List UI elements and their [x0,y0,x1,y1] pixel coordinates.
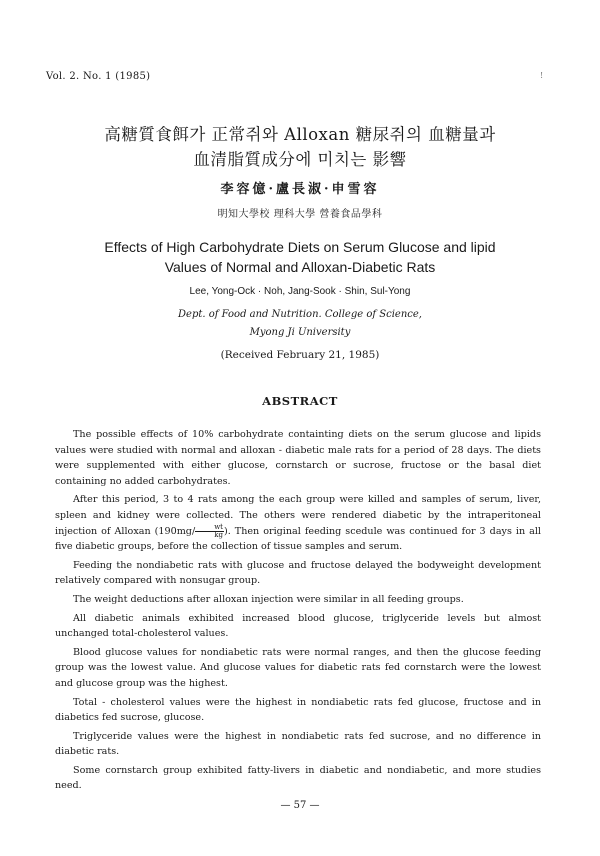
english-title-line-1: Effects of High Carbohydrate Diets on Serum Glucose and lipid [104,239,496,255]
abstract-body [55,427,541,797]
received-date: (Received February 21, 1985) [220,349,380,361]
abstract-paragraph-2 [55,492,541,554]
english-affiliation-department: Dept. of Food and Nutrition. College of Science, [178,309,422,320]
english-title-line-2: Values of Normal and Alloxan-Diabetic Rats [164,259,436,275]
abstract-heading: ABSTRACT [262,394,338,408]
abstract-paragraph-9: Some cornstarch group exhibited fatty-livers in diabetic and nondiabetic, and more studies need. [55,764,541,792]
korean-affiliation: 明知大學校 理科大學 營養食品學科 [217,209,383,220]
abstract-paragraph-2-part-1: After this period, 3 to 4 rats among the each group were killed and samples of serum, liver, spleen and kidney were collected. The others were rendered diabetic by the intraperitoneal injection of Alloxan (190mg/ [55,494,541,537]
dose-fraction-denominator: kg [214,530,223,539]
dose-fraction [195,524,224,539]
abstract-paragraph-4: The weight deductions after alloxan injection were similar in all feeding groups. [73,593,464,605]
korean-authors: 李容億·盧長淑·申雪容 [220,182,380,197]
abstract-paragraph-5: All diabetic animals exhibited increased blood glucose, triglyceride levels but almost unchanged total-cholesterol values. [55,612,541,640]
abstract-paragraph-8: Triglyceride values were the highest in nondiabetic rats fed sucrose, and no difference in diabetic rats. [55,730,541,758]
page-number: — 57 — [280,800,320,811]
english-affiliation-university: Myong Ji University [249,327,351,338]
dose-fraction-numerator: wt [195,524,224,532]
abstract-paragraph-2-part-2: ). Then original feeding scedule was continued for 3 days in all five diabetic groups, before the collection of tissue samples and serum. [55,525,541,553]
korean-title-line-2: 血清脂質成分에 미치는 影響 [193,150,407,169]
journal-volume: Vol. 2. No. 1 (1985) [46,71,151,82]
corner-mark: ! [540,71,544,80]
abstract-paragraph-3: Feeding the nondiabetic rats with glucose and fructose delayed the bodyweight development relatively compared with nonsugar group. [55,559,541,587]
korean-title-line-1: 高糖質食餌가 正常쥐와 Alloxan 糖尿쥐의 血糖量과 [104,125,496,144]
abstract-paragraph-7: Total - cholesterol values were the highest in nondiabetic rats fed glucose, fructose and in diabetics fed sucrose, glucose. [55,696,541,724]
english-authors: Lee, Yong-Ock · Noh, Jang-Sook · Shin, Sul-Yong [189,286,411,297]
abstract-paragraph-6: Blood glucose values for nondiabetic rats were normal ranges, and then the glucose feeding group was the lowest value. And glucose values for diabetic rats fed cornstarch were the lowest and glucose group was the highest. [55,646,541,689]
abstract-paragraph-1: The possible effects of 10% carbohydrate containting diets on the serum glucose and lipids values were studied with normal and alloxan - diabetic male rats for a period of 28 days. The diets were supplemented with either glucose, cornstarch or sucrose, fructose or the basal diet containing no added carbohydrates. [55,429,541,487]
